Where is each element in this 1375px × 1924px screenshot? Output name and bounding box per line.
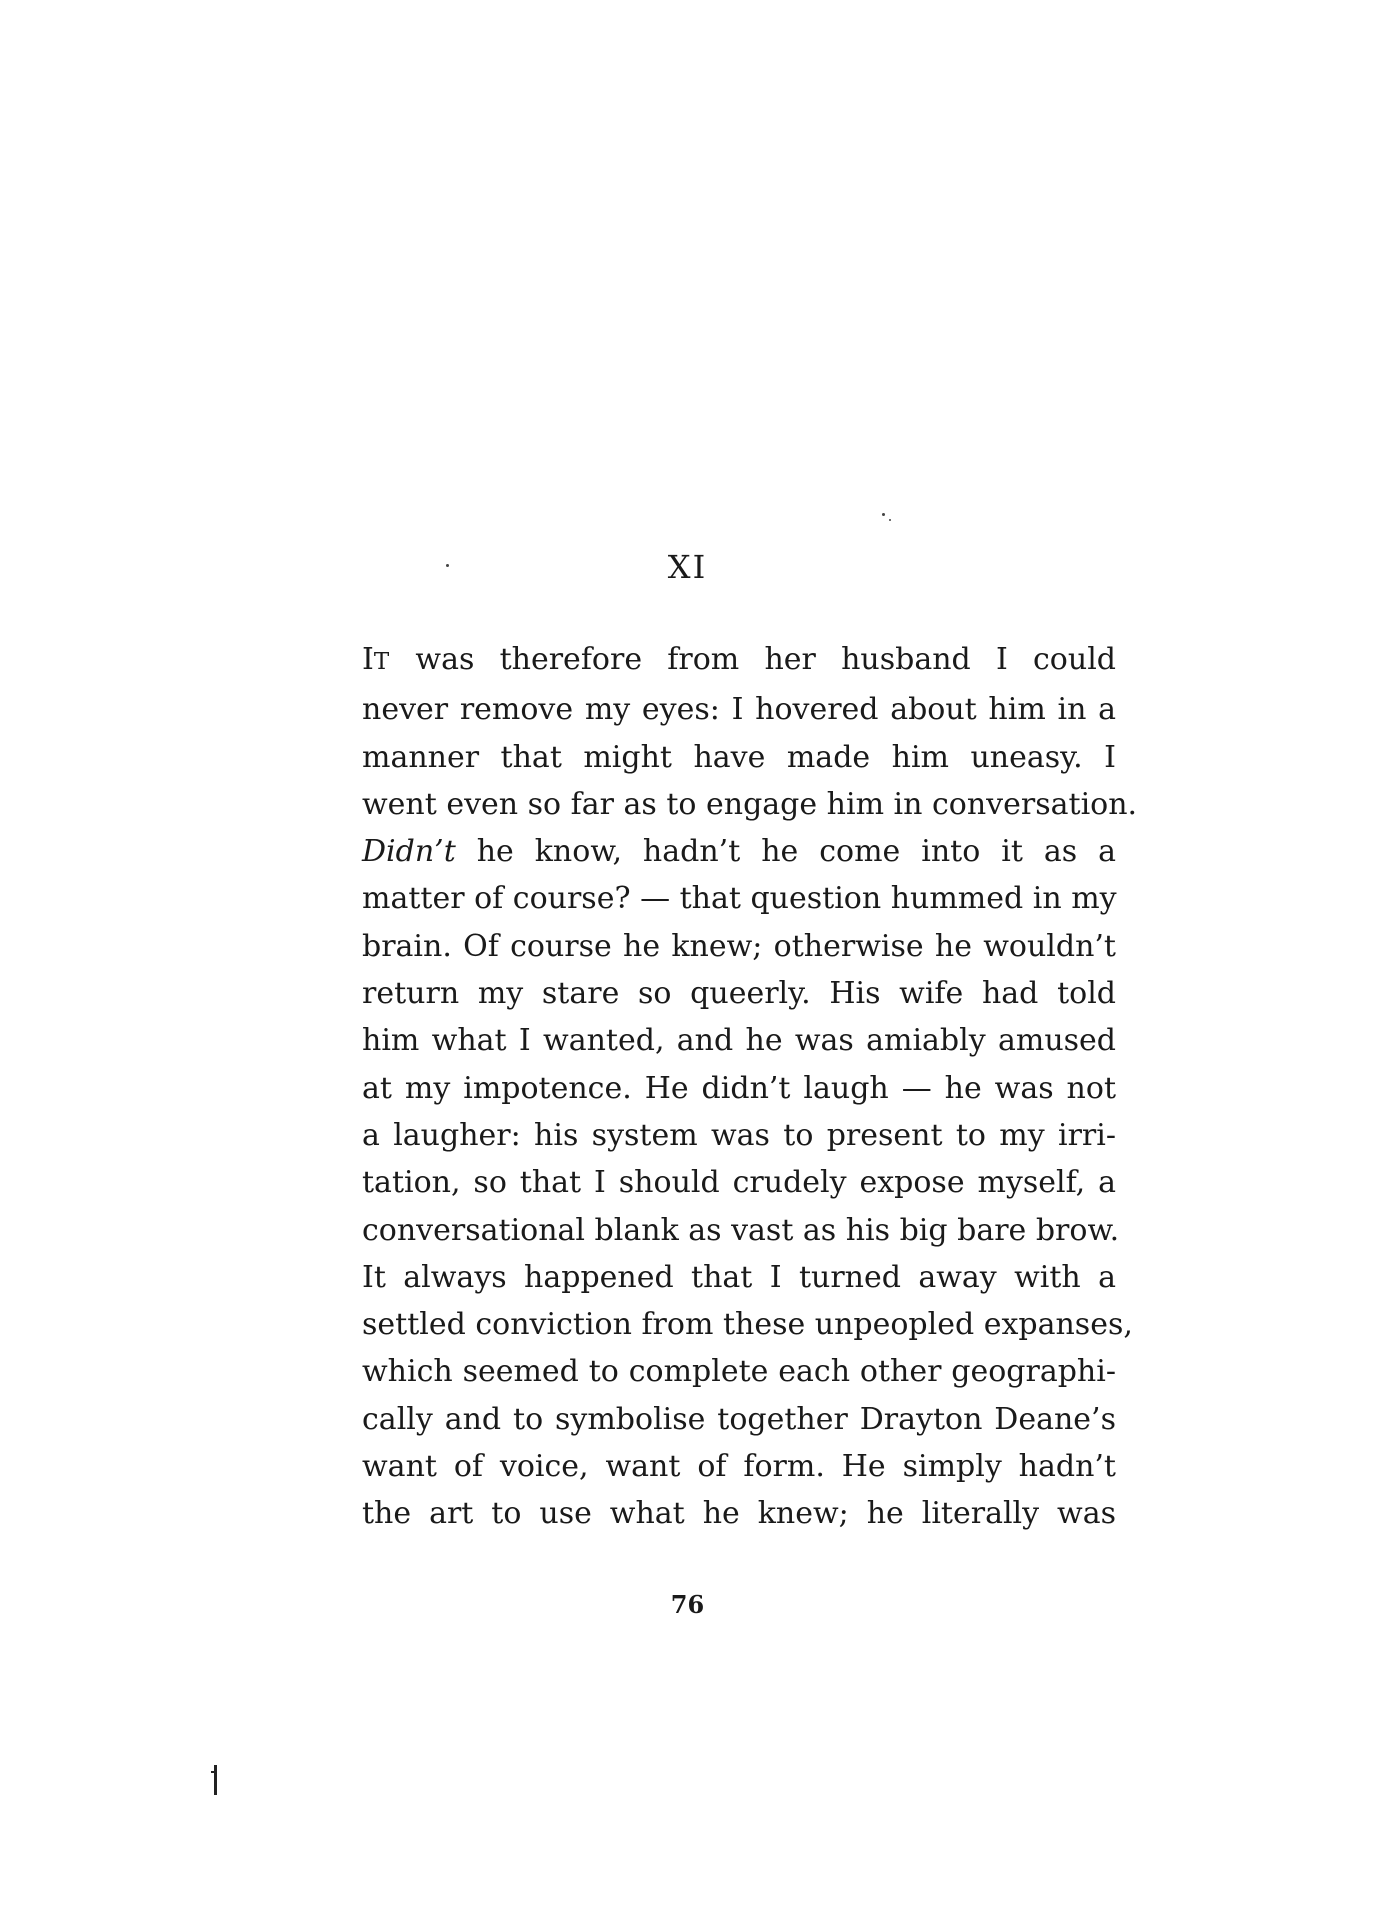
text-line [362, 828, 1116, 875]
text-line: the art to use what he knew; he literally was [362, 1496, 1116, 1532]
text-line: cally and to symbolise together Drayton Deane’s [362, 1401, 1116, 1437]
italic-word: Didn’t [362, 834, 456, 870]
text-line: conversational blank as vast as his big bare brow. [362, 1212, 1120, 1248]
text-line [362, 636, 1116, 686]
text-line: return my stare so queerly. His wife had told [362, 976, 1116, 1012]
text-line: which seemed to complete each other geographi- [362, 1354, 1116, 1390]
text-line: want of voice, want of form. He simply hadn’t [362, 1449, 1116, 1485]
text-line: brain. Of course he knew; otherwise he wouldn’t [362, 928, 1116, 964]
text-line: him what I wanted, and he was amiably amused [362, 1023, 1116, 1059]
text-line: manner that might have made him uneasy. I [362, 739, 1116, 775]
scan-edge-mark [214, 1765, 217, 1795]
print-speck [882, 513, 885, 516]
text-line-rest: was therefore from her husband I could [390, 642, 1116, 677]
text-line: went even so far as to engage him in conversation. [362, 786, 1138, 822]
chapter-heading: XI [667, 548, 708, 586]
lead-small-caps: T [373, 649, 391, 675]
text-line: It always happened that I turned away with a [362, 1259, 1116, 1295]
text-line: settled conviction from these unpeopled expanses, [362, 1307, 1133, 1343]
body-paragraph [362, 636, 1138, 1538]
text-line: never remove my eyes: I hovered about him in a [362, 692, 1116, 728]
page-number: 76 [670, 1590, 705, 1619]
print-speck [889, 519, 891, 521]
text-line-rest: he know, hadn’t he come into it as a [455, 834, 1116, 870]
text-line: at my impotence. He didn’t laugh — he was not [362, 1070, 1116, 1106]
text-line: a laugher: his system was to present to my irri- [362, 1117, 1116, 1153]
text-line: matter of course? — that question hummed in my [362, 881, 1117, 917]
lead-capital: I [362, 642, 374, 677]
text-line: tation, so that I should crudely expose myself, a [362, 1165, 1116, 1201]
